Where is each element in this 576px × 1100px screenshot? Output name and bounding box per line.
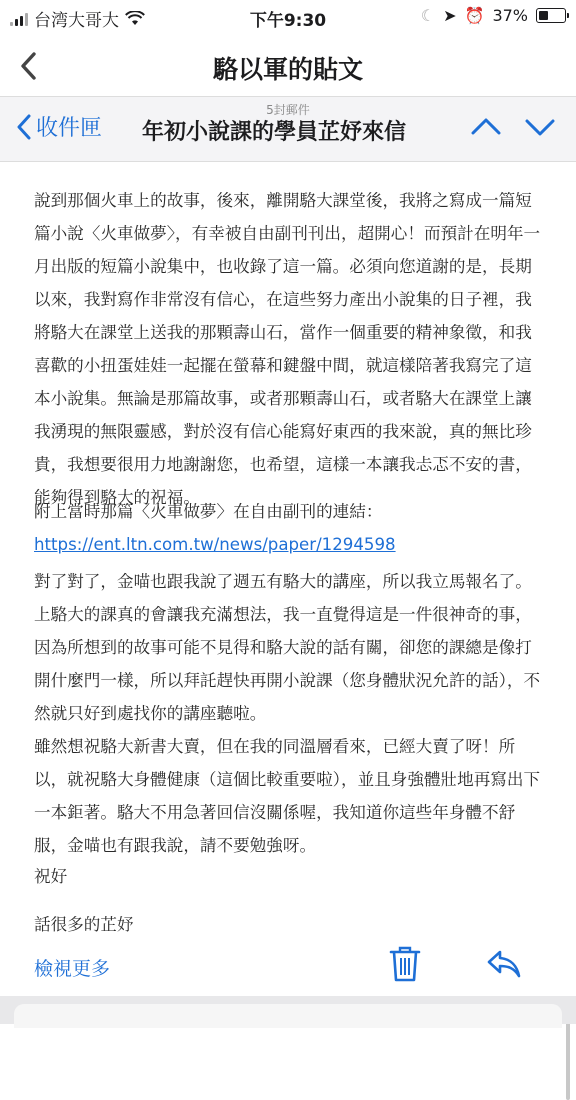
chevron-up-icon[interactable] bbox=[470, 111, 502, 143]
panel-handle bbox=[14, 1004, 562, 1028]
reply-icon[interactable] bbox=[486, 948, 522, 980]
paragraph: 對了對了，金喵也跟我說了週五有駱大的講座，所以我立馬報名了。上駱大的課真的會讓我充滿想法，我一直覺得這是一件很神奇的事，因為所想到的故事可能不見得和駱大說的話有關，卻您的課總是像打開什麼門一樣，所以拜託趕快再開小說課（您身體狀況允許的話），不然就只好到處找你的講座聽啦。 bbox=[34, 572, 541, 723]
battery-percent: 37% bbox=[492, 6, 528, 25]
message-count: 5封郵件 bbox=[266, 103, 310, 117]
article-link[interactable]: https://ent.ltn.com.tw/news/paper/1294598 bbox=[34, 535, 396, 554]
link-intro: 附上當時那篇〈火車做夢〉在自由副刊的連結： bbox=[34, 502, 383, 521]
trash-icon[interactable] bbox=[388, 944, 422, 984]
status-bar bbox=[0, 0, 576, 34]
chevron-left-icon bbox=[16, 113, 32, 141]
mail-subject: 年初小說課的學員芷妤來信 bbox=[142, 120, 407, 145]
alarm-icon: ⏰ bbox=[464, 6, 485, 25]
moon-icon: ☾ bbox=[420, 6, 436, 25]
paragraph: 雖然想祝駱大新書大賣，但在我的同溫層看來，已經大賣了呀！所以，就祝駱大身體健康（這個比較重要啦），並且身強體壯地再寫出下一本鉅著。駱大不用急著回信沒關係喔，我知道你這些年身體不舒服，金喵也有跟我說，請不要勉強呀。 bbox=[34, 737, 541, 855]
app-nav-bar bbox=[0, 34, 576, 96]
paragraph: 說到那個火車上的故事，後來，離開駱大課堂後，我將之寫成一篇短篇小說〈火車做夢〉，有幸被自由副刊刊出，超開心！而預計在明年一月出版的短篇小說集中，也收錄了這一篇。必須向您道謝的是，長期以來，我對寫作非常沒有信心，在這些努力產出小說集的日子裡，我將駱大在課堂上送我的那顆壽山石，當作一個重要的精神象徵，和我喜歡的小扭蛋娃娃一起擺在螢幕和鍵盤中間，就這樣陪著我寫完了這本小說集。無論是那篇故事，或者那顆壽山石，或者駱大在課堂上讓我湧現的無限靈感，對於沒有信心能寫好東西的我來說，真的無比珍貴，我想要很用力地謝謝您，也希望，這樣一本讓我忐忑不安的書，能夠得到駱大的祝福。 bbox=[34, 191, 541, 507]
inbox-back-button[interactable] bbox=[16, 111, 102, 142]
mail-toolbar bbox=[0, 940, 576, 996]
chevron-down-icon[interactable] bbox=[524, 111, 556, 143]
message-nav bbox=[470, 111, 556, 143]
carrier-label: 台湾大哥大 bbox=[34, 11, 119, 31]
inbox-label: 收件匣 bbox=[36, 116, 103, 141]
link-paragraph bbox=[34, 495, 544, 561]
page-title: 駱以軍的貼文 bbox=[212, 55, 363, 84]
mail-header bbox=[0, 96, 576, 162]
status-right bbox=[421, 6, 566, 25]
battery-icon bbox=[536, 8, 566, 23]
bottom-panel bbox=[0, 996, 576, 1024]
location-arrow-icon: ➤ bbox=[443, 6, 457, 25]
clock: 下午9:30 bbox=[249, 11, 327, 31]
closing: 祝好 bbox=[34, 867, 68, 886]
battery-fill bbox=[539, 11, 548, 20]
view-more-button[interactable]: 檢視更多 bbox=[34, 958, 111, 980]
mail-body bbox=[0, 160, 576, 950]
signature: 話很多的芷妤 bbox=[34, 915, 134, 934]
